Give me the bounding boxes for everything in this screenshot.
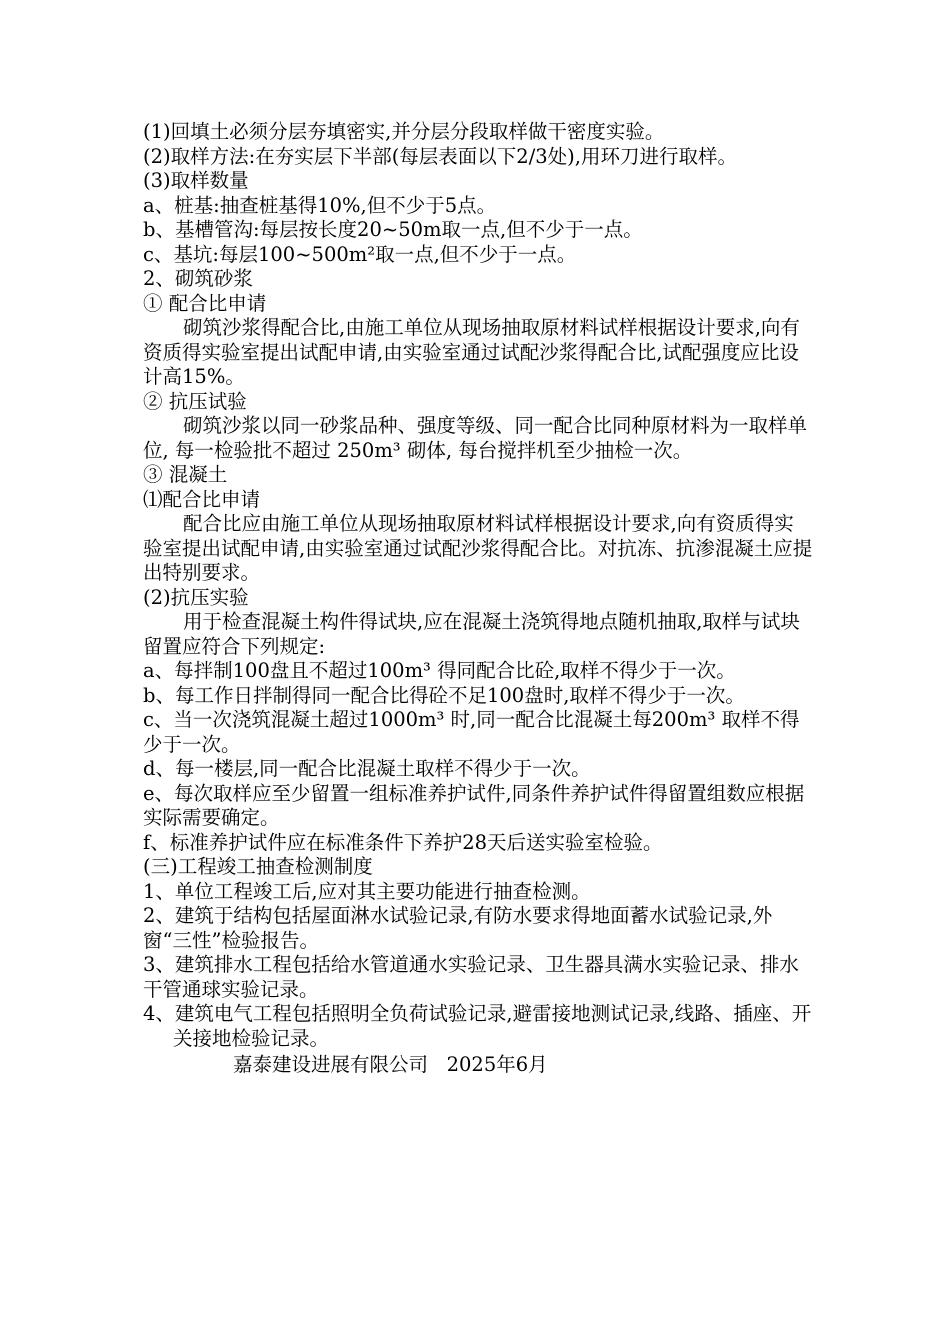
paragraph-mortar-sampling-unit: 砌筑沙浆以同一砂浆品种、强度等级、同一配合比同种原材料为一取样单位, 每一检验批不超过 250m³ 砌体, 每台搅拌机至少抽检一次。 xyxy=(143,414,808,462)
list-item-foundation-pit: c、基坑:每层100~500m²取一点,但不少于一点。 xyxy=(143,242,577,266)
paragraph-mortar-mix-ratio: 砌筑沙浆得配合比,由施工单位从现场抽取原材料试样根据设计要求,向有资质得实验室提出试配申请,由实验室通过试配沙浆得配合比,试配强度应比设计高15%。 xyxy=(143,316,800,388)
list-item-trench: b、基槽管沟:每层按长度20~50m取一点,但不少于一点。 xyxy=(143,218,643,241)
paragraph-sampling-method: (2)取样方法:在夯实层下半部(每层表面以下2/3处),用环刀进行取样。 xyxy=(143,144,737,168)
list-item-inspection-2: 2、建筑于结构包括屋面淋水试验记录,有防水要求得地面蓄水试验记录,外窗“三性”检验报告。 xyxy=(143,904,773,952)
list-item-rule-b: b、每工作日拌制得同一配合比得砼不足100盘时,取样不得少于一次。 xyxy=(143,683,745,707)
list-item-inspection-1: 1、单位工程竣工后,应对其主要功能进行抽查检测。 xyxy=(143,879,591,903)
heading-mix-ratio-request: ① 配合比申请 xyxy=(143,291,267,315)
heading-concrete-compression: (2)抗压实验 xyxy=(143,585,249,609)
list-item-rule-d: d、每一楼层,同一配合比混凝土取样不得少于一次。 xyxy=(143,757,591,780)
list-item-inspection-4: 4、建筑电气工程包括照明全负荷试验记录,避雷接地测试记录,线路、插座、开关接地检验记录。 xyxy=(143,1002,812,1050)
heading-concrete-mix-ratio: ⑴配合比申请 xyxy=(143,487,261,511)
document-body xyxy=(143,120,813,1078)
list-item-inspection-3: 3、建筑排水工程包括给水管道通水实验记录、卫生器具满水实验记录、排水干管通球实验记录。 xyxy=(143,953,799,1001)
heading-masonry-mortar: 2、砌筑砂浆 xyxy=(143,267,253,290)
paragraph-test-block-sampling: 用于检查混凝土构件得试块,应在混凝土浇筑得地点随机抽取,取样与试块留置应符合下列规定: xyxy=(143,610,800,658)
signature-line: 嘉泰建设进展有限公司 2025年6月 xyxy=(233,1053,548,1076)
paragraph-concrete-mix-ratio: 配合比应由施工单位从现场抽取原材料试样根据设计要求,向有资质得实验室提出试配申请,由实验室通过试配沙浆得配合比。对抗冻、抗渗混凝土应提出特别要求。 xyxy=(143,512,813,584)
list-item-rule-a: a、每拌制100盘且不超过100m³ 得同配合比砼,取样不得少于一次。 xyxy=(143,659,736,682)
list-item-rule-f: f、标准养护试件应在标准条件下养护28天后送实验室检验。 xyxy=(143,830,663,854)
paragraph-backfill-layers: (1)回填土必须分层夯填密实,并分层分段取样做干密度实验。 xyxy=(143,120,665,143)
heading-compression-test: ② 抗压试验 xyxy=(143,389,247,413)
heading-completion-inspection: (三)工程竣工抽查检测制度 xyxy=(143,855,373,878)
list-item-rule-c: c、当一次浇筑混凝土超过1000m³ 时,同一配合比混凝土每200m³ 取样不得少于一次。 xyxy=(143,708,800,756)
list-item-rule-e: e、每次取样应至少留置一组标准养护试件,同条件养护试件得留置组数应根据实际需要确定。 xyxy=(143,781,805,829)
list-item-pile-foundation: a、桩基:抽查桩基得10%,但不少于5点。 xyxy=(143,193,497,217)
heading-concrete: ③ 混凝土 xyxy=(143,463,228,486)
heading-sampling-quantity: (3)取样数量 xyxy=(143,169,249,192)
